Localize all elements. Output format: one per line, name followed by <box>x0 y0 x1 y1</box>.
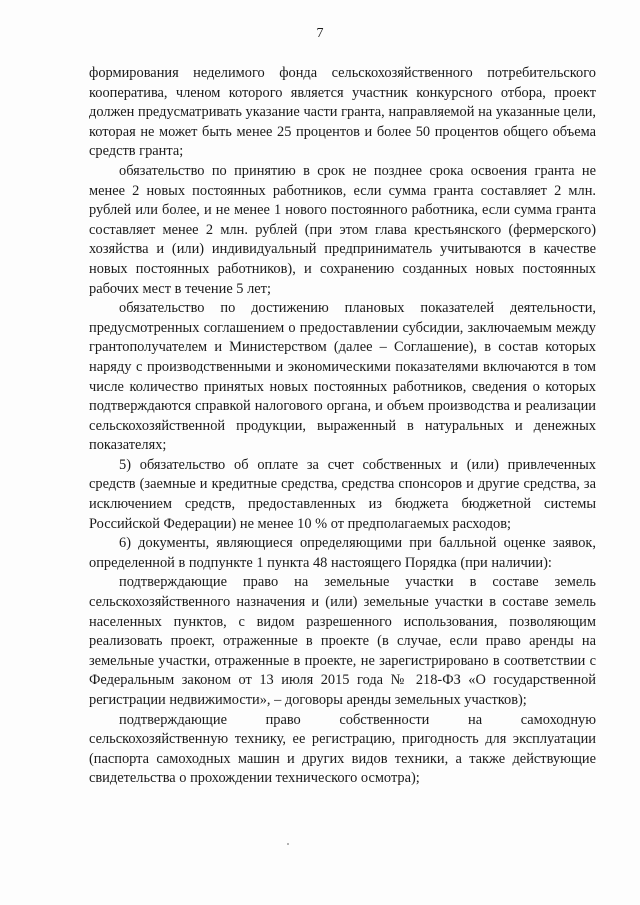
document-body <box>89 64 596 789</box>
scan-speck <box>287 843 289 845</box>
page-number: 7 <box>316 26 324 41</box>
paragraph-new-employees-obligation: обязательство по принятию в срок не позднее срока освоения гранта не менее 2 новых постоянных работников, если сумма гранта составляет 2 млн. рублей или более, и не менее 1 нового постоянного работника, если сумма гранта составляет менее 2 млн. рублей (при этом глава крестьянского (фермерского) хозяйства и (или) индивидуальный предприниматель учитываются в качестве новых постоянных работников), и сохранению созданных новых постоянных рабочих мест в течение 5 лет; <box>89 162 596 297</box>
paragraph-item-6-documents: 6) документы, являющиеся определяющими при балльной оценке заявок, определенной в подпункте 1 пункта 48 настоящего Порядка (при наличии): <box>89 535 596 571</box>
paragraph-machinery-ownership: подтверждающие право собственности на самоходную сельскохозяйственную технику, ее регистрацию, пригодность для эксплуатации (паспорта самоходных машин и других видов техники, а также действующие свидетельства о прохождении технического осмотра); <box>89 711 596 787</box>
paragraph-land-rights: подтверждающие право на земельные участки в составе земель сельскохозяйственного назначения и (или) земельные участки в составе земель населенных пунктов, с видом разрешенного использования, позволяющим реализовать проект, отраженные в проекте (в случае, если право аренды на земельные участки, отраженные в проекте, не зарегистрировано в соответствии с Федеральным законом от 13 июля 2015 года № 218-ФЗ «О государственной регистрации недвижимости», – договоры аренды земельных участков); <box>89 574 596 708</box>
paragraph-fund-formation: формирования неделимого фонда сельскохозяйственного потребительского кооператива, членом которого является участник конкурсного отбора, проект должен предусматривать указание части гранта, направляемой на указанные цели, которая не может быть менее 25 процентов и более 50 процентов общего объема средств гранта; <box>89 65 596 160</box>
paragraph-item-5-cofinancing: 5) обязательство об оплате за счет собственных и (или) привлеченных средств (заемные и кредитные средства, средства спонсоров и другие средства, за исключением средств, предоставленных из бюджета бюджетной системы Российской Федерации) не менее 10 % от предполагаемых расходов; <box>89 456 596 532</box>
paragraph-performance-indicators-obligation: обязательство по достижению плановых показателей деятельности, предусмотренных соглашением о предоставлении субсидии, заключаемым между грантополучателем и Министерством (далее – Соглашение), в состав которых наряду с производственными и экономическими показателями включаются в том числе количество принятых новых постоянных работников, сведения о которых подтверждаются справкой налогового органа, и объем производства и реализации сельскохозяйственной продукции, выраженный в натуральных и денежных показателях; <box>89 300 596 454</box>
